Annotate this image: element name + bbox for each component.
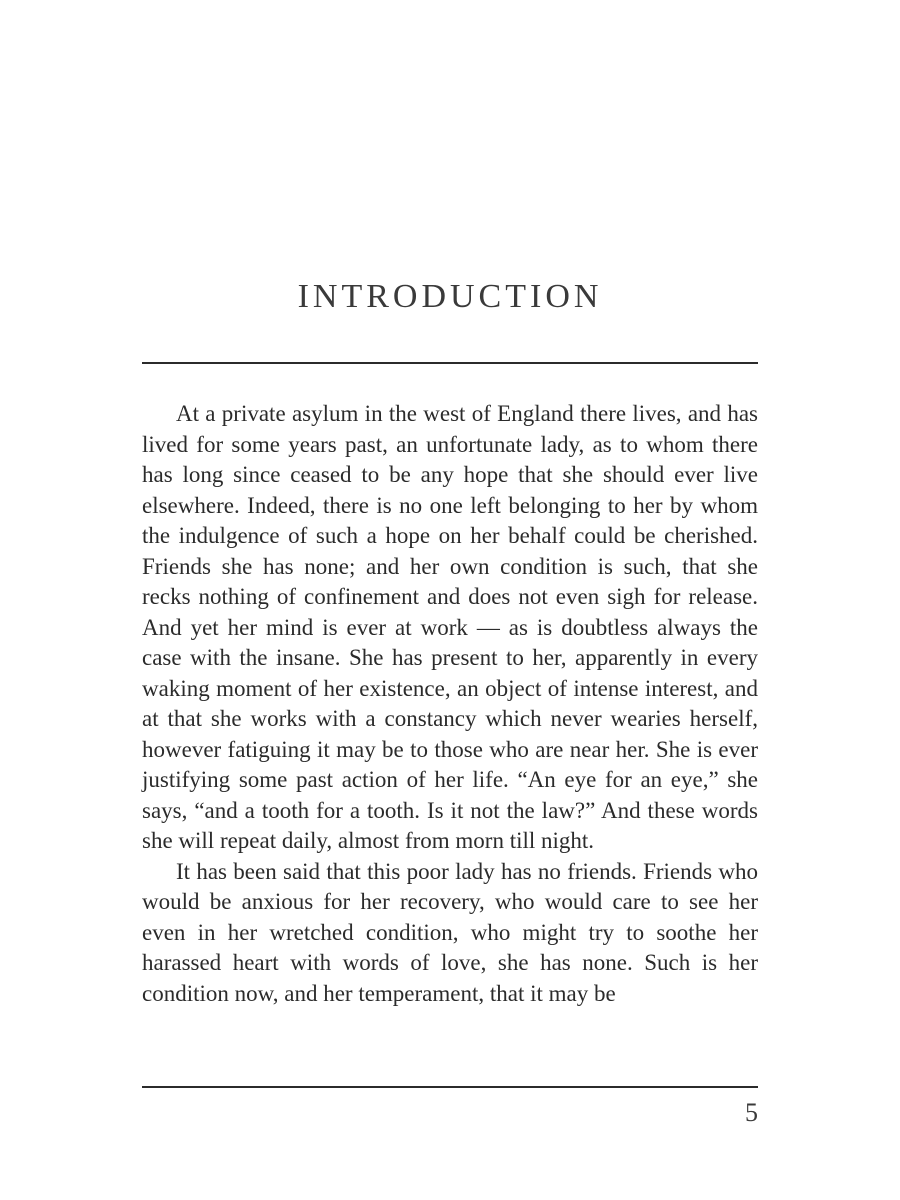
header-rule: [142, 362, 758, 364]
chapter-title: INTRODUCTION: [297, 278, 603, 315]
footer-rule: [142, 1086, 758, 1088]
page-number: 5: [745, 1098, 758, 1127]
paragraph: At a private asylum in the west of England there lives, and has lived for some years past, an unfortunate lady, as to whom there has long since ceased to be any hope that she should ever live elsewhere. Indeed, there is no one left belonging to her by whom the indulgence of such a hope on her behalf could be cherished. Friends she has none; and her own condition is such, that she recks nothing of confinement and does not even sigh for release. And yet her mind is ever at work — as is doubtless always the case with the insane. She has present to her, apparently in every waking moment of her existence, an object of intense interest, and at that she works with a constancy which never wearies herself, however fatiguing it may be to those who are near her. She is ever justifying some past action of her life. “An eye for an eye,” she says, “and a tooth for a tooth. Is it not the law?” And these words she will repeat daily, almost from morn till night.: [142, 401, 758, 853]
body-text: [142, 399, 758, 1009]
paragraph: It has been said that this poor lady has no friends. Friends who would be anxious for her recovery, who would care to see her even in her wretched condition, who might try to soothe her harassed heart with words of love, she has none. Such is her condition now, and her temperament, that it may be: [142, 858, 758, 1006]
